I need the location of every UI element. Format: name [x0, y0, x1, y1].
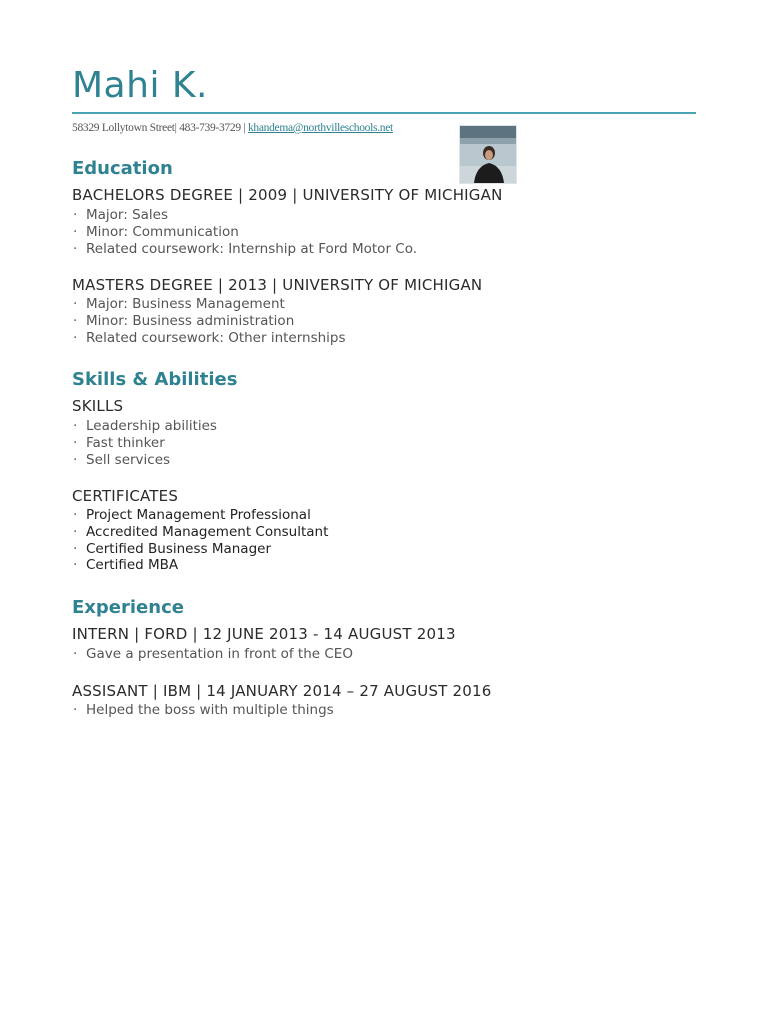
job-details-list [72, 702, 334, 719]
profile-photo [459, 125, 517, 184]
job-details-list [72, 646, 353, 663]
list-item: · Fast thinker [72, 435, 217, 452]
skills-heading: SKILLS [72, 397, 124, 415]
list-item: · Gave a presentation in front of the CEO [72, 646, 353, 663]
list-item: · Major: Business Management [72, 296, 346, 313]
certificates-list [72, 507, 328, 574]
experience-title: Experience [72, 597, 184, 618]
list-item: · Certified MBA [72, 557, 328, 574]
list-item: · Sell services [72, 452, 217, 469]
list-item: · Certified Business Manager [72, 541, 328, 558]
list-item: · Project Management Professional [72, 507, 328, 524]
profile-photo-image [460, 126, 516, 183]
list-item: · Minor: Communication [72, 224, 417, 241]
list-item: · Accredited Management Consultant [72, 524, 328, 541]
degree-heading: BACHELORS DEGREE | 2009 | UNIVERSITY OF MICHIGAN [72, 186, 503, 204]
skills-list [72, 418, 217, 468]
certificates-heading: CERTIFICATES [72, 487, 179, 505]
list-item: · Minor: Business administration [72, 313, 346, 330]
job-heading: INTERN | FORD | 12 JUNE 2013 - 14 AUGUST 2013 [72, 625, 456, 643]
degree-heading: MASTERS DEGREE | 2013 | UNIVERSITY OF MICHIGAN [72, 276, 483, 294]
header-divider [72, 112, 696, 114]
list-item: · Leadership abilities [72, 418, 217, 435]
list-item: · Related coursework: Internship at Ford Motor Co. [72, 241, 417, 258]
degree-details-list [72, 207, 417, 257]
list-item: · Helped the boss with multiple things [72, 702, 334, 719]
degree-details-list [72, 296, 346, 346]
contact-line [72, 122, 393, 134]
resume-name: Mahi K. [72, 65, 208, 106]
contact-address-phone: 58329 Lollytown Street| 483-739-3729 | [72, 122, 248, 134]
list-item: · Related coursework: Other internships [72, 330, 346, 347]
job-heading: ASSISANT | IBM | 14 JANUARY 2014 – 27 AUGUST 2016 [72, 682, 492, 700]
skills-title: Skills & Abilities [72, 369, 238, 390]
email-link[interactable]: khandema@northvilleschools.net [247, 122, 393, 134]
list-item: · Major: Sales [72, 207, 417, 224]
education-title: Education [72, 158, 173, 179]
